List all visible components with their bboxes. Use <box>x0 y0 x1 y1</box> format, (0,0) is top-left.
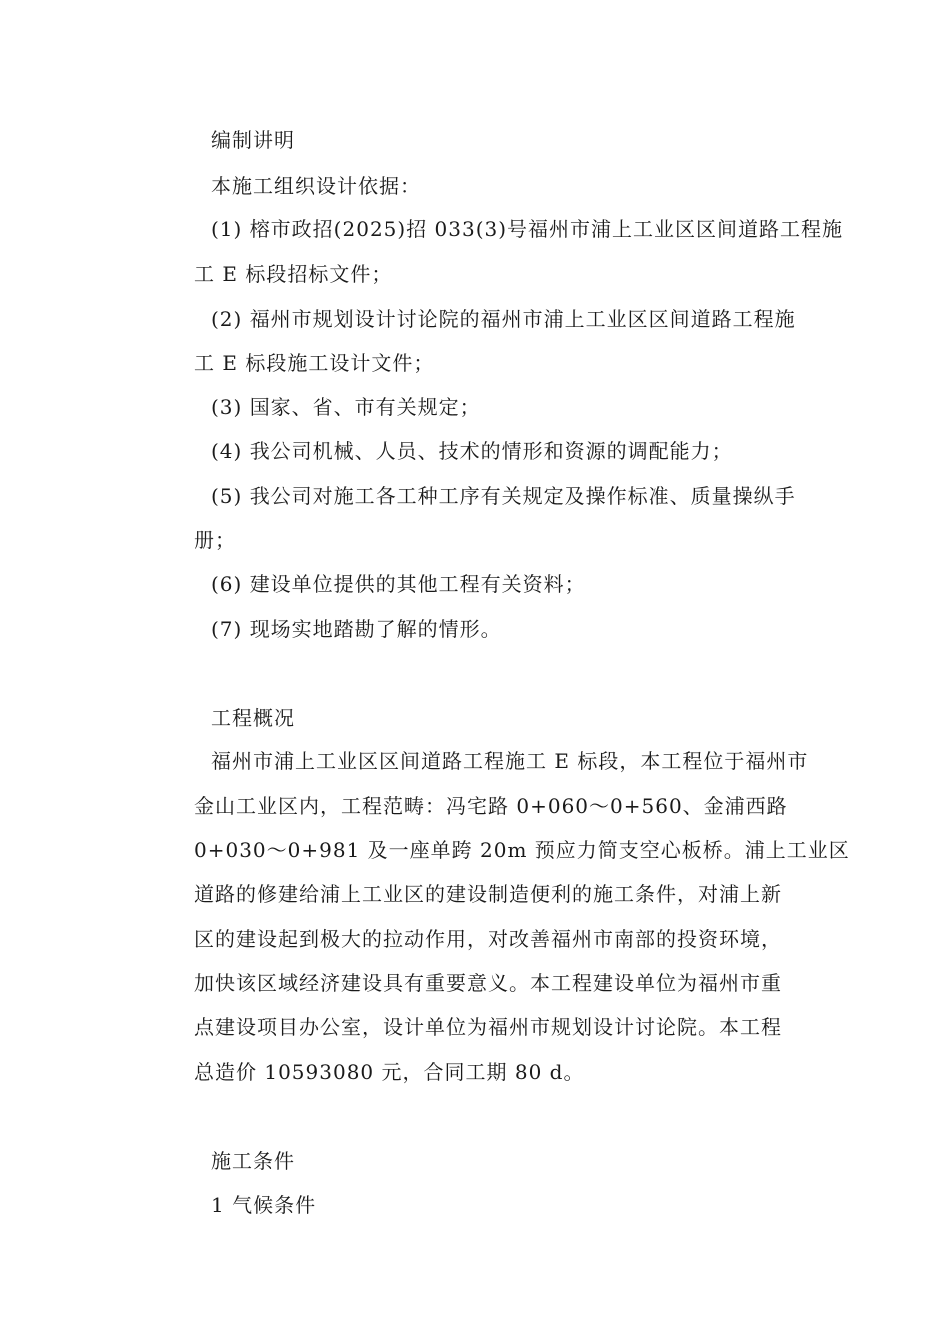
basis-item-3: (3) 国家、省、市有关规定； <box>211 395 481 419</box>
basis-item-5-line2: 册； <box>194 528 236 552</box>
section-heading-overview: 工程概况 <box>211 706 295 730</box>
overview-line: 福州市浦上工业区区间道路工程施工 E 标段，本工程位于福州市 <box>211 749 809 773</box>
section-heading-conditions: 施工条件 <box>211 1149 295 1173</box>
basis-item-5-line1: (5) 我公司对施工各工种工序有关规定及操作标准、质量操纵手 <box>211 484 796 508</box>
basis-item-6: (6) 建设单位提供的其他工程有关资料； <box>211 572 586 596</box>
basis-item-1-line2: 工 E 标段招标文件； <box>194 262 393 286</box>
overview-line: 区的建设起到极大的拉动作用，对改善福州市南部的投资环境， <box>194 927 782 951</box>
overview-line: 点建设项目办公室，设计单位为福州市规划设计讨论院。本工程 <box>194 1015 782 1039</box>
section-heading-compilation: 编制讲明 <box>211 128 295 152</box>
overview-line: 加快该区域经济建设具有重要意义。本工程建设单位为福州市重 <box>194 971 782 995</box>
basis-item-4: (4) 我公司机械、人员、技术的情形和资源的调配能力； <box>211 439 733 463</box>
overview-line: 金山工业区内，工程范畴：冯宅路 0+060～0+560、金浦西路 <box>194 794 788 818</box>
basis-intro: 本施工组织设计依据： <box>211 174 421 198</box>
overview-line: 0+030～0+981 及一座单跨 20m 预应力简支空心板桥。浦上工业区 <box>194 838 850 862</box>
basis-item-1-line1: (1) 榕市政招(2025)招 033(3)号福州市浦上工业区区间道路工程施 <box>211 217 844 241</box>
overview-line: 总造价 10593080 元，合同工期 80 d。 <box>194 1060 585 1084</box>
subsection-climate: 1 气候条件 <box>211 1193 317 1217</box>
overview-line: 道路的修建给浦上工业区的建设制造便利的施工条件，对浦上新 <box>194 882 782 906</box>
basis-item-2-line2: 工 E 标段施工设计文件； <box>194 351 435 375</box>
basis-item-2-line1: (2) 福州市规划设计讨论院的福州市浦上工业区区间道路工程施 <box>211 307 796 331</box>
basis-item-7: (7) 现场实地踏勘了解的情形。 <box>211 617 502 641</box>
